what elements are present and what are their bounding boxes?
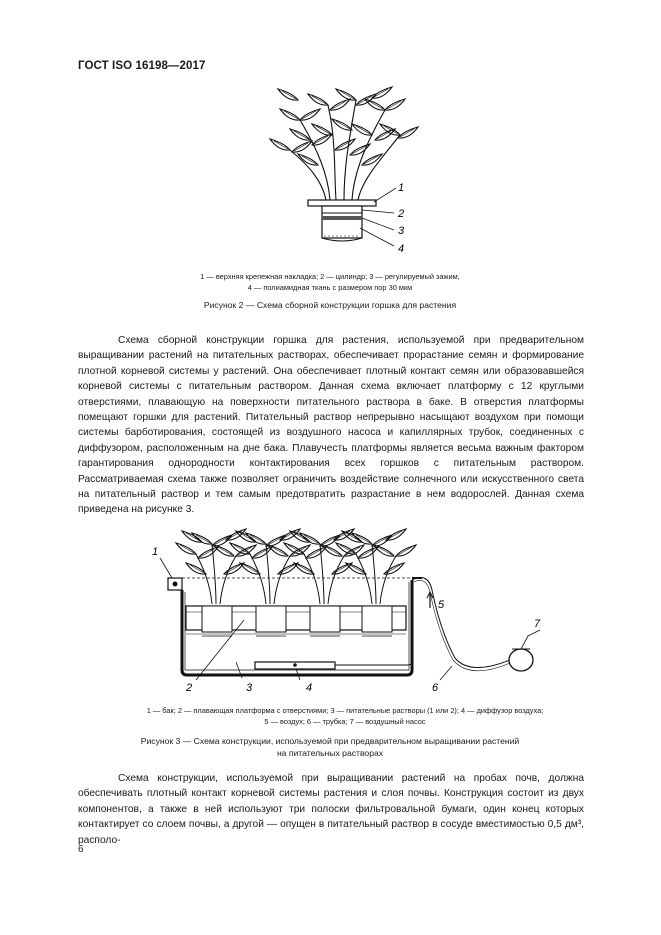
paragraph-2: Схема конструкции, используемой при выращивании растений на пробах почв, должна обеспечивать плотный контакт корневой системы растения и слоя почвы. Конструкция состоит из двух компонентов, а также в ней используют три полоски фильтровальной бумаги, один конец которых контактирует со слоем почвы, а другой — опущен в питательный раствор в сосуде вместимостью 0,5 дм³, располо- bbox=[78, 773, 584, 846]
figure-2-callout-4: 4 bbox=[398, 243, 405, 255]
figure-2-legend-line-2: 4 — полиамидная ткань с размером пор 30 мкм bbox=[247, 283, 413, 292]
plants-row bbox=[176, 529, 416, 604]
paragraph-1: Схема сборной конструкции горшка для растения, используемой при предварительном выращивании растений на питательных растворах, обеспечивает прорастание семян и формирование плотной корневой системы у растений. Она обеспечивает плотный контакт семян или образовавшейся корневой системы с питательным раствором. Данная схема включает платформу с 12 круглыми отверстиями, плавающую на поверхности питательного раствора в баке. В отверстия платформы помещают горшки для растений. Питательный раствор непрерывно насыщают воздухом при помощи системы барботирования, состоящей из воздушного насоса и капиллярных трубок, соединенных с диффузором, расположенным на дне бака. Плавучесть платформы является весьма важным фактором гарантирования однородности контактирования всех горшков с питательным раствором. Рассматриваемая схема также позволяет ограничить воздействие солнечного или искусственного света на питательный раствор и тем самым предотвратить разрастание в нем водорослей. Данная схема приведена на рисунке 3. bbox=[78, 335, 584, 516]
figure-3-legend-line-1: 1 — бак; 2 — плавающая платформа с отверстиями; 3 — питательные растворы (1 или 2); 4 — диффузор воздуха; bbox=[146, 706, 544, 715]
figure-2-caption: Рисунок 2 — Схема сборной конструкции горшка для растения bbox=[203, 300, 457, 310]
figure-2-pot-diagram bbox=[0, 0, 661, 270]
figure-3-caption bbox=[100, 735, 560, 759]
figure-2-callout-2: 2 bbox=[398, 208, 405, 220]
figure-3-callout-2: 2 bbox=[186, 682, 193, 694]
figure-2-callout-1: 1 bbox=[398, 182, 405, 194]
figure-3-callout-5: 5 bbox=[438, 599, 445, 611]
figure-3-tank-diagram bbox=[0, 510, 661, 706]
figure-3-legend bbox=[100, 705, 590, 727]
figure-3-callout-3: 3 bbox=[246, 682, 253, 694]
air-pump bbox=[509, 636, 533, 671]
floating-platform bbox=[186, 606, 406, 636]
figure-2-leader-lines bbox=[360, 188, 396, 246]
plant-illustration bbox=[270, 87, 418, 200]
pot-body bbox=[308, 200, 376, 241]
figure-3-callout-1: 1 bbox=[152, 546, 159, 558]
document-header: ГОСТ ISO 16198—2017 bbox=[78, 60, 206, 72]
figure-2-legend-line-1: 1 — верхняя крепежная накладка; 2 — цилиндр; 3 — регулируемый зажим, bbox=[200, 272, 460, 281]
figure-3-callout-6: 6 bbox=[432, 682, 439, 694]
figure-3-callout-4: 4 bbox=[306, 682, 313, 694]
figure-3-caption-line-2: на питательных растворах bbox=[276, 748, 384, 758]
figure-3-callout-7: 7 bbox=[534, 618, 541, 630]
figure-3-legend-line-2: 5 — воздух; 6 — трубка; 7 — воздушный насос bbox=[264, 717, 426, 726]
figure-2-legend bbox=[150, 271, 510, 293]
figure-3-caption-line-1: Рисунок 3 — Схема конструкции, используемой при предварительном выращивании растений bbox=[140, 736, 520, 746]
figure-2-callout-3: 3 bbox=[398, 225, 405, 237]
page-number: 6 bbox=[78, 844, 84, 855]
